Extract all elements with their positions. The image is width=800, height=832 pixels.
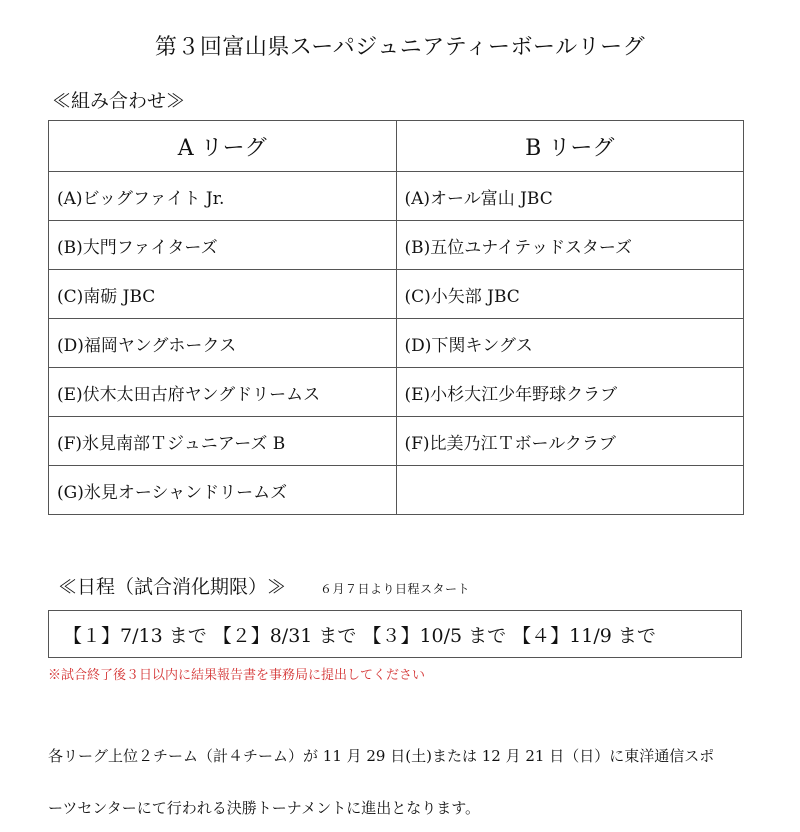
league-table	[48, 120, 744, 515]
b-team-cell: (B)五位ユナイテッドスターズ	[396, 221, 744, 270]
deadline-1: 【１】7/13 まで	[63, 624, 207, 647]
a-league-header: A リーグ	[49, 121, 397, 172]
b-team-cell-empty	[396, 466, 744, 515]
table-row	[49, 417, 744, 466]
report-warning: ※試合終了後３日以内に結果報告書を事務局に提出してください	[48, 668, 426, 683]
tournament-note-line-2: ーツセンターにて行われる決勝トーナメントに進出となります。	[48, 799, 481, 817]
deadline-2: 【２】8/31 まで	[212, 624, 357, 647]
tournament-note-line-1: 各リーグ上位２チーム（計４チーム）が 11 月 29 日(土)または 12 月 21 日（日）に東洋通信スポ	[48, 747, 715, 765]
a-team-cell: (C)南砺 JBC	[49, 270, 397, 319]
schedule-start-note: ６月７日より日程スタート	[320, 582, 471, 596]
league-header-row	[49, 121, 744, 172]
combinations-heading: ≪組み合わせ≫	[52, 90, 186, 112]
table-row	[49, 466, 744, 515]
schedule-heading-row	[58, 572, 470, 599]
deadline-3: 【３】10/5 まで	[362, 624, 507, 647]
a-team-cell: (G)氷見オーシャンドリームズ	[49, 466, 397, 515]
b-team-cell: (D)下関キングス	[396, 319, 744, 368]
table-row	[49, 319, 744, 368]
deadline-box	[48, 610, 742, 658]
a-team-cell: (E)伏木太田古府ヤングドリームス	[49, 368, 397, 417]
schedule-heading: ≪日程（試合消化期限）≫	[58, 576, 287, 598]
a-team-cell: (A)ビッグファイト Jr.	[49, 172, 397, 221]
table-row	[49, 221, 744, 270]
b-team-cell: (F)比美乃江Ｔボールクラブ	[396, 417, 744, 466]
b-team-cell: (A)オール富山 JBC	[396, 172, 744, 221]
table-row	[49, 270, 744, 319]
table-row	[49, 172, 744, 221]
page-title: 第３回富山県スーパジュニアティーボールリーグ	[154, 35, 646, 60]
a-team-cell: (F)氷見南部Ｔジュニアーズ B	[49, 417, 397, 466]
table-row	[49, 368, 744, 417]
b-league-header: B リーグ	[396, 121, 744, 172]
b-team-cell: (C)小矢部 JBC	[396, 270, 744, 319]
a-team-cell: (B)大門ファイターズ	[49, 221, 397, 270]
deadline-4: 【４】11/9 まで	[512, 624, 656, 647]
b-team-cell: (E)小杉大江少年野球クラブ	[396, 368, 744, 417]
a-team-cell: (D)福岡ヤングホークス	[49, 319, 397, 368]
